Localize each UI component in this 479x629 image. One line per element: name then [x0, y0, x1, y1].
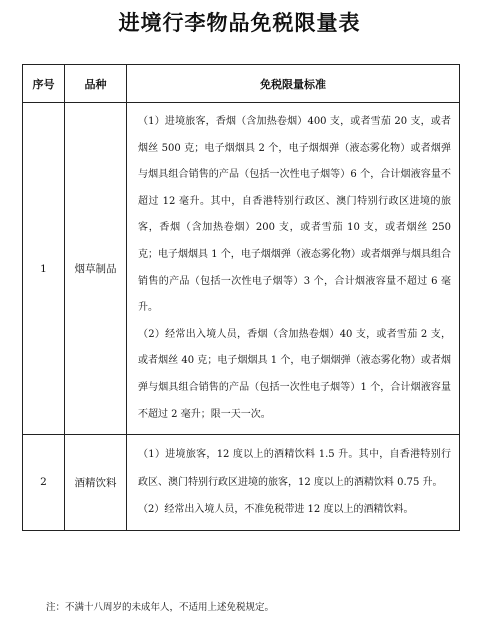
- header-serial-number: 序号: [23, 65, 65, 103]
- row-category: 烟草制品: [65, 103, 127, 435]
- allowance-paragraph: （2）经常出入境人员，不准免税带进 12 度以上的酒精饮料。: [138, 504, 414, 516]
- table-row: [23, 103, 460, 435]
- header-category: 品种: [65, 65, 127, 103]
- row-allowance-standard: [127, 103, 460, 435]
- page-title: 进境行李物品免税限量表: [118, 11, 361, 35]
- header-allowance-standard: 免税限量标准: [127, 65, 460, 103]
- allowance-paragraph: （1）进境旅客，12 度以上的酒精饮料 1.5 升。其中，自香港特别行政区、澳门特别行政区进境的旅客，12 度以上的酒精饮料 0.75 升。: [138, 449, 451, 488]
- row-category: 酒精饮料: [65, 435, 127, 531]
- row-allowance-standard: [127, 435, 460, 531]
- allowance-paragraph: （1）进境旅客，香烟（含加热卷烟）400 支，或者雪茄 20 支，或者烟丝 500 克；电子烟烟具 2 个，电子烟烟弹（液态雾化物）或者烟弹与烟具组合销售的产品（包括一次性电子烟等）6 个，合计烟液容量不超过 12 毫升。其中，自香港特别行政区、澳门特别行政区进境的旅客，香烟（含加热卷烟）200 支，或者雪茄 10 支，或者烟丝 250 克；电子烟烟具 1 个，电子烟烟弹（液态雾化物）或者烟弹与烟具组合销售的产品（包括一次性电子烟等）3 个，合计烟液容量不超过 6 毫升。: [138, 116, 451, 314]
- table-header-row: [23, 65, 460, 103]
- duty-free-allowance-table: [22, 64, 460, 531]
- footnote: 注：不满十八周岁的未成年人，不适用上述免税规定。: [46, 602, 275, 613]
- table-row: [23, 435, 460, 531]
- row-serial-number: 1: [23, 103, 65, 435]
- allowance-paragraph: （2）经常出入境人员，香烟（含加热卷烟）40 支，或者雪茄 2 支，或者烟丝 40 克；电子烟烟具 1 个，电子烟烟弹（液态雾化物）或者烟弹与烟具组合销售的产品（包括一次性电子烟等）1 个，合计烟液容量不超过 2 毫升；限一天一次。: [138, 328, 451, 420]
- row-serial-number: 2: [23, 435, 65, 531]
